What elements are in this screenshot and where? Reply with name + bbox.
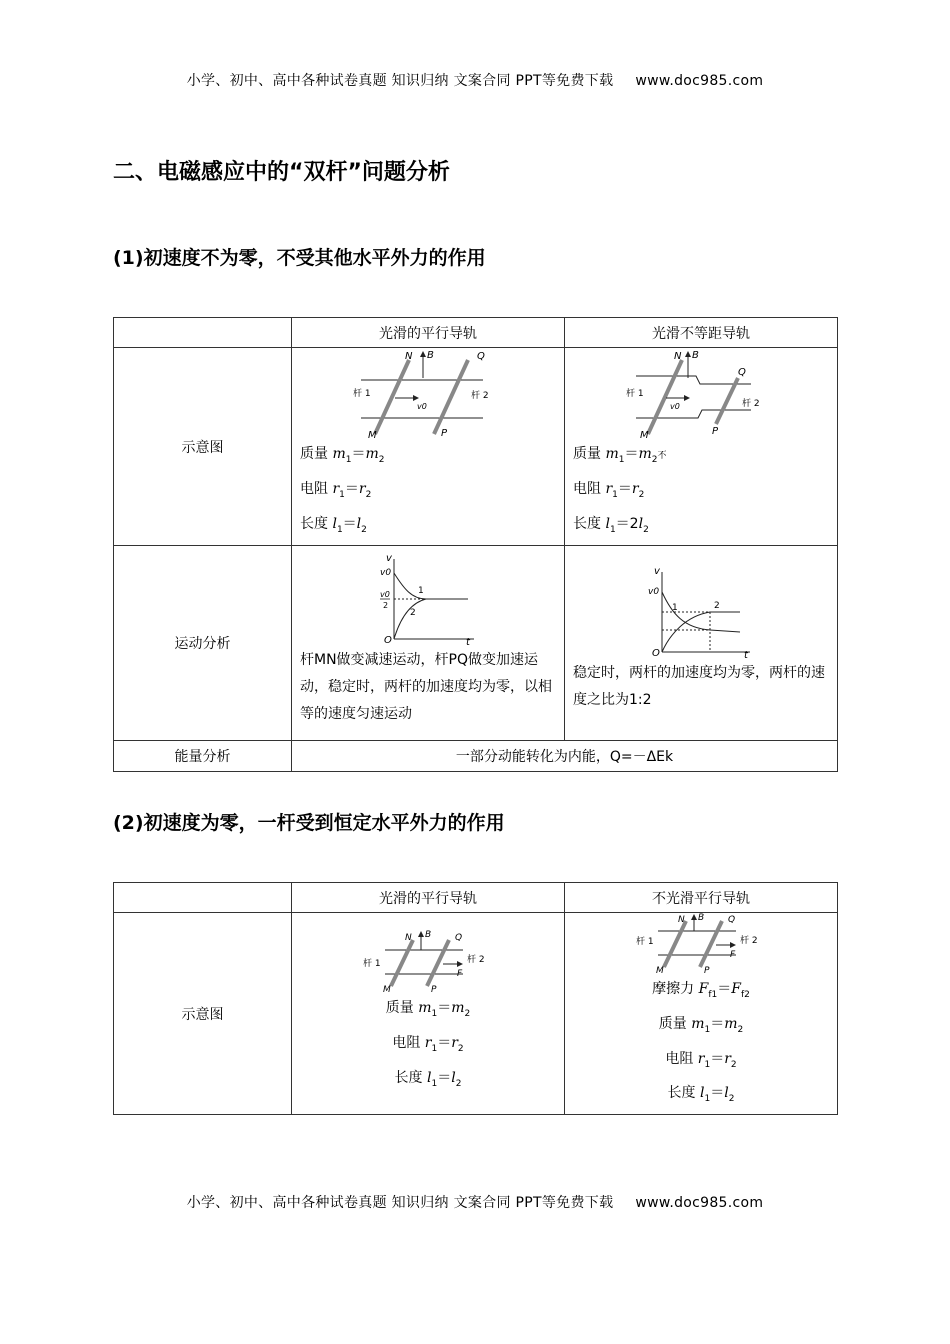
- mass-line: 质量 $m_1=m_2$: [385, 1000, 471, 1020]
- label-P: P: [441, 428, 448, 440]
- rough-props: [573, 975, 829, 1114]
- label-N: N: [405, 351, 413, 363]
- curve-label-2: 2: [410, 607, 416, 618]
- rod-2: [434, 360, 468, 434]
- velocity-arrowhead: [684, 395, 690, 401]
- motion-cell-unequal: [565, 546, 838, 741]
- label-N: N: [674, 351, 682, 363]
- vt-graph-parallel: [378, 553, 478, 645]
- rail-bottom: [636, 410, 751, 418]
- label-rod2: 杆 2: [740, 936, 758, 946]
- rod-2: [716, 378, 738, 424]
- label-M: M: [368, 430, 377, 441]
- vt-graph-unequal: [646, 566, 756, 658]
- diagram-cell-unequal: [565, 348, 838, 546]
- force-arrowhead: [457, 961, 463, 967]
- smooth-rails-diagram: [363, 928, 493, 994]
- page-header: [0, 70, 950, 90]
- row-label-motion: 运动分析: [114, 546, 292, 741]
- mass-line: 质量 $m_1=m_2$不: [573, 446, 667, 466]
- motion-text-unequal: 稳定时，两杆的加速度均为零，两杆的速度之比为1:2: [573, 665, 825, 708]
- label-v: v: [386, 552, 392, 564]
- table-header-row: [114, 883, 838, 913]
- header-url[interactable]: www.doc985.com: [635, 73, 764, 89]
- label-B: B: [427, 350, 434, 362]
- parallel-rails-diagram: [353, 348, 503, 440]
- label-M: M: [640, 430, 649, 441]
- label-P: P: [712, 426, 719, 438]
- label-M: M: [656, 966, 664, 975]
- label-B: B: [425, 930, 432, 941]
- curve-label-2: 2: [714, 601, 720, 611]
- table-header-row: [114, 318, 838, 348]
- force-arrowhead: [730, 942, 736, 948]
- mass-line: 质量 $m_1=m_2$: [300, 446, 385, 466]
- label-O: O: [384, 634, 392, 645]
- rod-1: [391, 940, 413, 986]
- label-rod1: 杆 1: [353, 389, 371, 400]
- label-P: P: [431, 985, 437, 995]
- label-P: P: [704, 966, 710, 975]
- length-line: 长度 $l_1=l_2$: [300, 515, 367, 535]
- section2-table: [113, 882, 838, 1115]
- table-row: [114, 348, 838, 546]
- label-O: O: [652, 648, 660, 658]
- curve-rod2: [394, 599, 426, 639]
- field-arrowhead: [420, 351, 426, 357]
- rod-1: [375, 360, 409, 434]
- row-label-energy: 能量分析: [114, 741, 292, 772]
- rod-2: [427, 940, 449, 986]
- label-F: F: [457, 969, 463, 980]
- section2-heading: (2)初速度为零，一杆受到恒定水平外力的作用: [113, 812, 505, 834]
- table-row: [114, 546, 838, 741]
- motion-cell-parallel: [292, 546, 565, 741]
- col-header-smooth: 光滑的平行导轨: [292, 883, 565, 913]
- row-label-diagram: 示意图: [114, 348, 292, 546]
- unequal-rails-diagram: [626, 348, 776, 440]
- friction-line: 摩擦力 $F_{f1}=F_{f2}$: [652, 981, 750, 1000]
- label-M: M: [383, 985, 391, 995]
- page-footer: [0, 1192, 950, 1212]
- length-line: 长度 $l_1=l_2$: [394, 1069, 462, 1089]
- label-t: t: [466, 636, 470, 645]
- table-row: [114, 913, 838, 1115]
- label-v0: v0: [417, 402, 427, 412]
- label-v0: v0: [670, 402, 680, 412]
- table-row: [114, 741, 838, 772]
- empty-cell: [114, 318, 292, 348]
- resistance-line: 电阻 $r_1=r_2$: [573, 481, 645, 500]
- curve-rod2: [662, 612, 740, 652]
- label-v: v: [654, 566, 660, 577]
- label-rod2: 杆 2: [742, 399, 760, 410]
- label-t: t: [744, 650, 748, 658]
- length-line: 长度 $l_1=l_2$: [667, 1085, 735, 1105]
- smooth-props: [300, 994, 556, 1098]
- resistance-line: 电阻 $r_1=r_2$: [665, 1050, 737, 1070]
- label-v0: v0: [648, 587, 660, 597]
- rough-rails-diagram: [636, 913, 766, 975]
- label-half-v0: v0: [380, 589, 390, 599]
- energy-cell: 一部分动能转化为内能，Q=－ΔEk: [292, 741, 838, 772]
- label-half-denom: 2: [383, 600, 389, 610]
- curve-rod1: [394, 573, 468, 599]
- diagram-cell-rough: [565, 913, 838, 1115]
- section1-heading: (1)初速度不为零，不受其他水平外力的作用: [113, 247, 486, 269]
- col-header-rough: 不光滑平行导轨: [565, 883, 838, 913]
- row-label-diagram: 示意图: [114, 913, 292, 1115]
- label-rod2: 杆 2: [467, 955, 485, 966]
- parallel-props: [300, 440, 556, 544]
- unequal-props: [573, 440, 829, 544]
- motion-text-parallel: 杆MN做变减速运动，杆PQ做变加速运动，稳定时，两杆的加速度均为零，以相等的速度匀速运动: [300, 651, 552, 722]
- section1-table: [113, 317, 838, 772]
- mass-line: 质量 $m_1=m_2$: [658, 1015, 744, 1035]
- label-v0: v0: [380, 567, 392, 578]
- col-header-parallel: 光滑的平行导轨: [292, 318, 565, 348]
- length-line: 长度 $l_1=2l_2$: [573, 515, 649, 535]
- label-B: B: [698, 913, 705, 923]
- field-arrowhead: [691, 914, 697, 920]
- curve-label-1: 1: [672, 603, 678, 613]
- rod-2: [700, 921, 722, 967]
- field-arrowhead: [685, 351, 691, 357]
- col-header-unequal: 光滑不等距导轨: [565, 318, 838, 348]
- label-F: F: [730, 950, 736, 960]
- footer-text: 小学、初中、高中各种试卷真题 知识归纳 文案合同 PPT等免费下载: [186, 1195, 614, 1211]
- rod-1: [664, 921, 686, 967]
- diagram-cell-parallel: [292, 348, 565, 546]
- label-Q: Q: [728, 915, 736, 925]
- label-N: N: [405, 933, 412, 944]
- field-arrowhead: [418, 931, 424, 937]
- resistance-line: 电阻 $r_1=r_2$: [300, 481, 372, 500]
- label-rod1: 杆 1: [626, 389, 644, 400]
- label-rod1: 杆 1: [636, 937, 654, 947]
- velocity-arrowhead: [413, 395, 419, 401]
- label-rod1: 杆 1: [363, 959, 381, 970]
- empty-cell: [114, 883, 292, 913]
- curve-label-1: 1: [418, 585, 424, 596]
- rod-1: [648, 360, 682, 434]
- label-N: N: [678, 915, 685, 925]
- resistance-line: 电阻 $r_1=r_2$: [392, 1035, 464, 1054]
- label-rod2: 杆 2: [471, 391, 489, 402]
- label-B: B: [692, 350, 699, 362]
- diagram-cell-smooth: [292, 913, 565, 1115]
- page-title: 二、电磁感应中的“双杆”问题分析: [113, 160, 450, 185]
- label-Q: Q: [477, 351, 485, 363]
- header-text: 小学、初中、高中各种试卷真题 知识归纳 文案合同 PPT等免费下载: [186, 73, 614, 89]
- label-Q: Q: [455, 933, 463, 944]
- label-Q: Q: [738, 367, 746, 379]
- footer-url[interactable]: www.doc985.com: [635, 1195, 764, 1211]
